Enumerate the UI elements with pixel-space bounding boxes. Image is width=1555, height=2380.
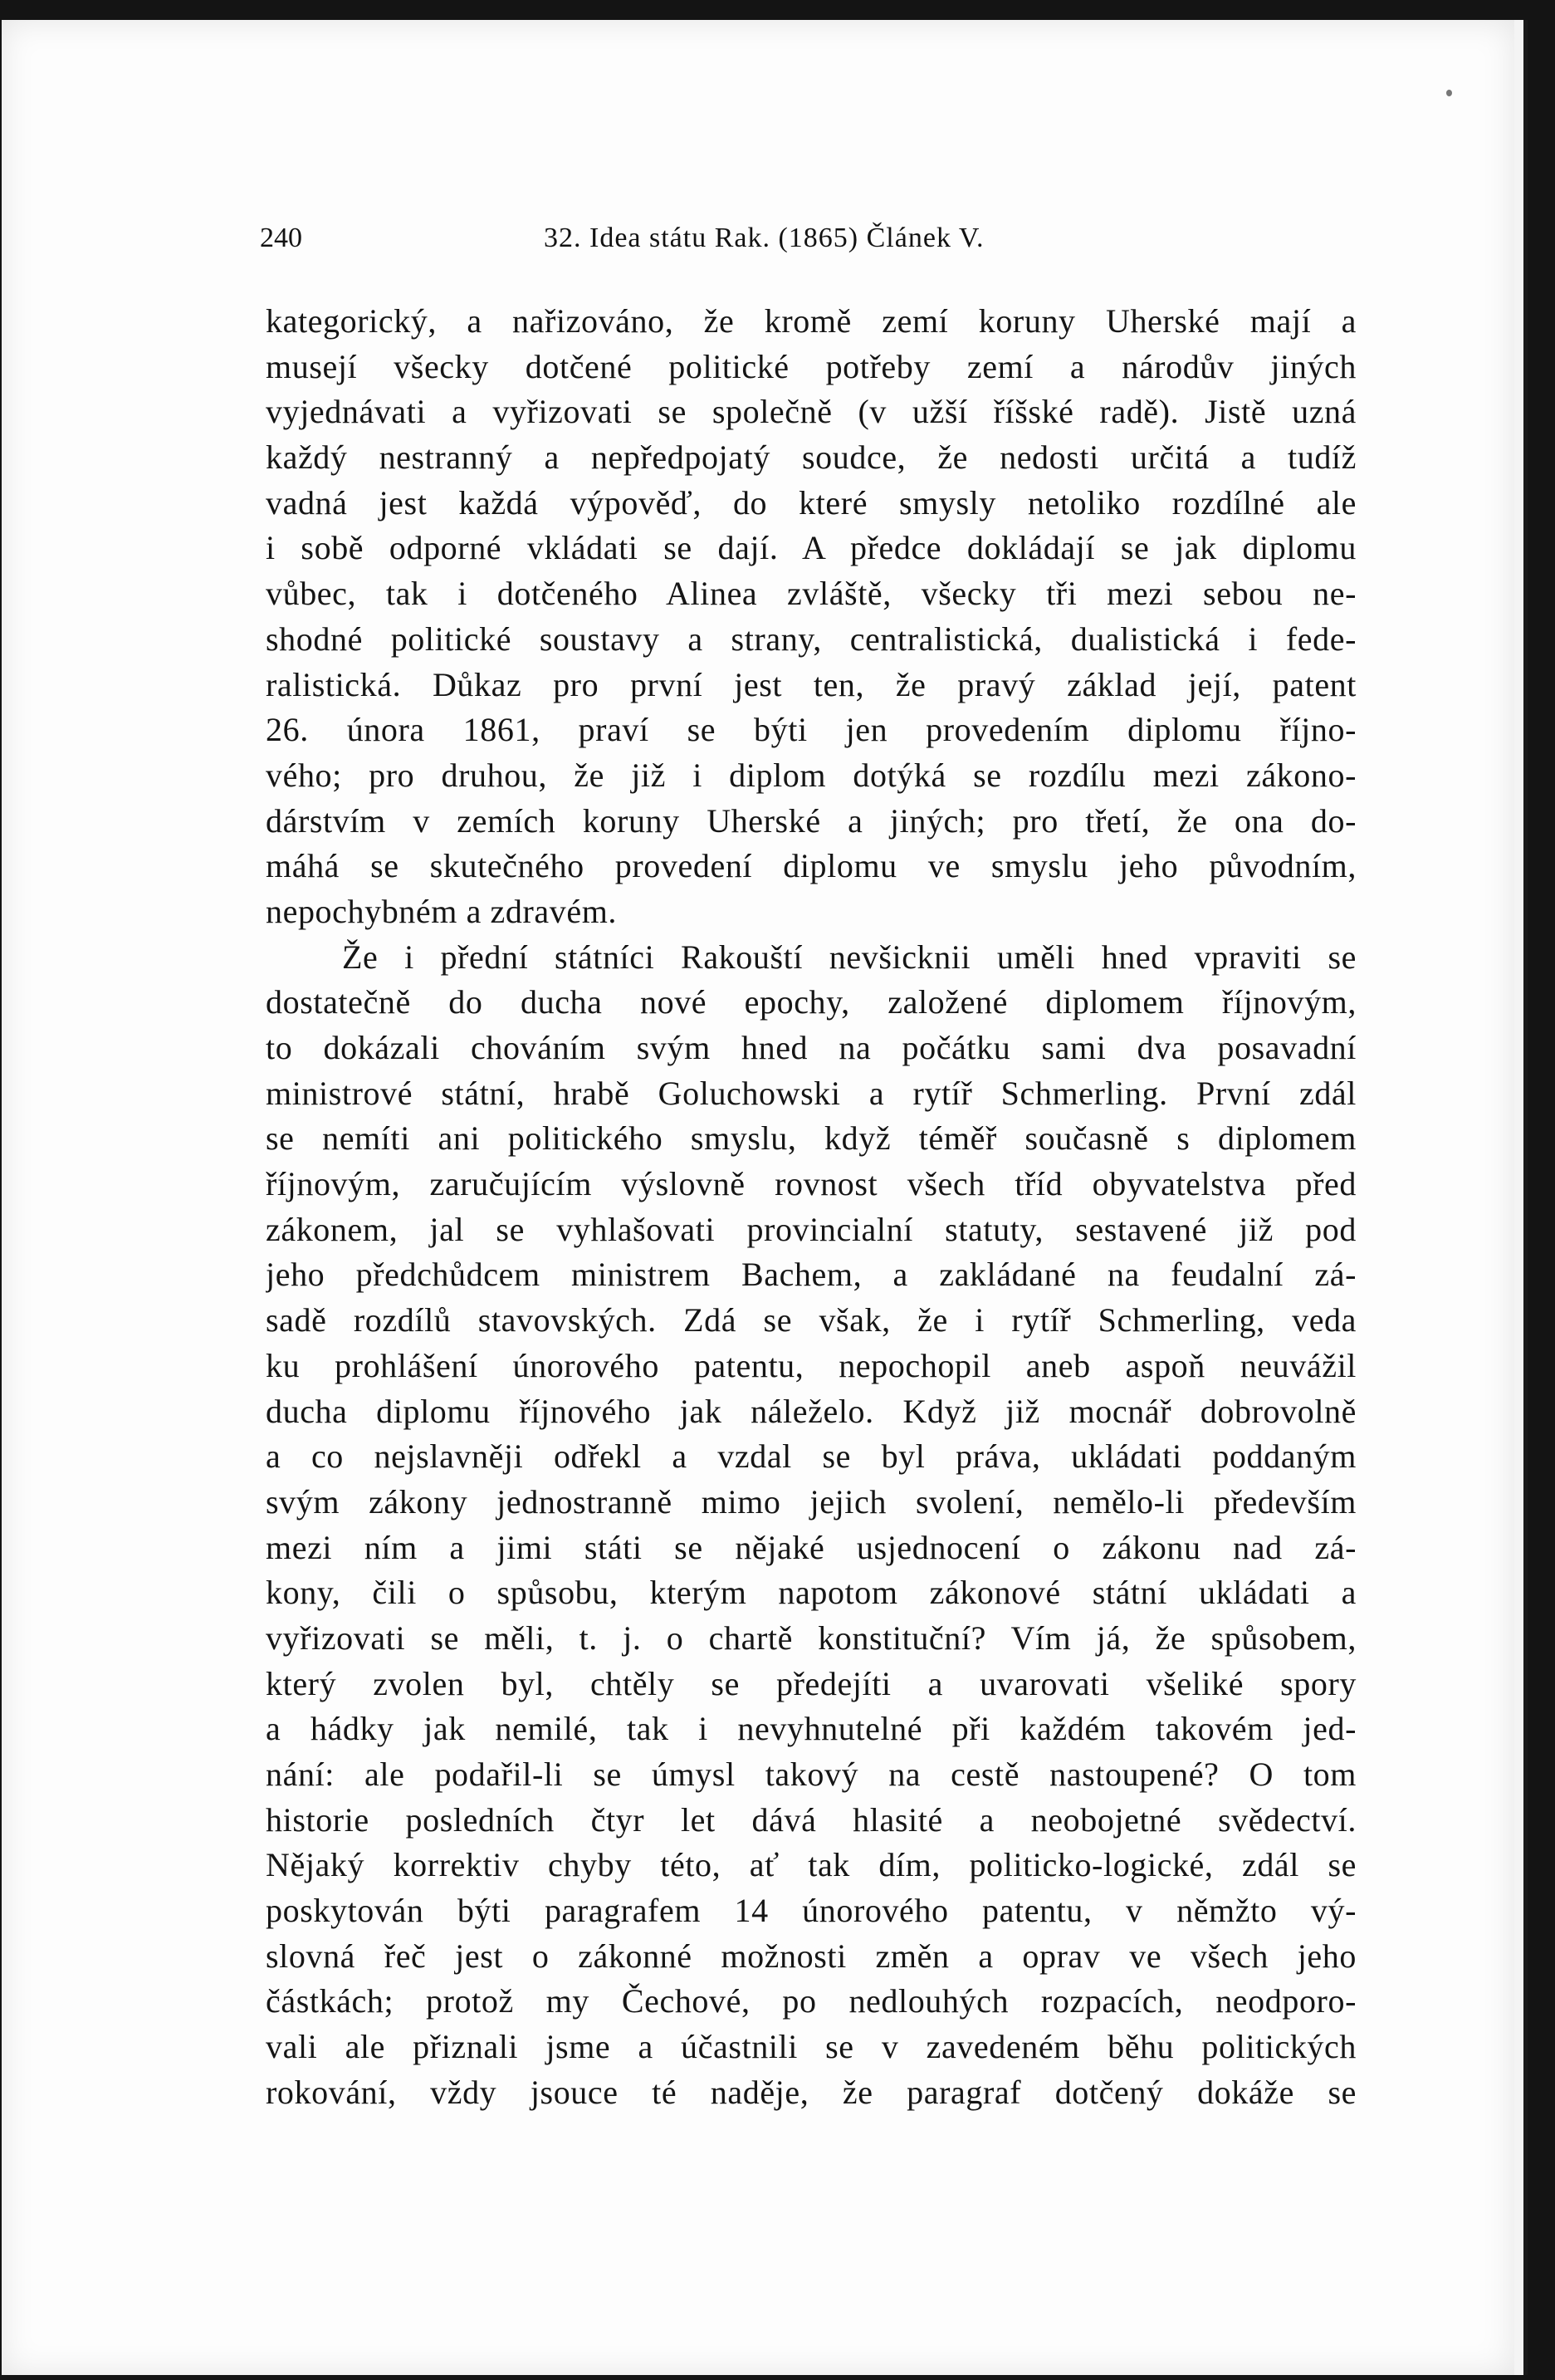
page-edge-shadow [1523, 20, 1528, 2375]
text-line: částkách; protož my Čechové, po nedlouhých rozpacích, neodporo- [266, 1982, 1357, 2020]
text-line: vyřizovati se měli, t. j. o chartě konstituční? Vím já, že spůsobem, [266, 1618, 1357, 1657]
text-line: vali ale přiznali jsme a účastnili se v zavedeném běhu politických [266, 2028, 1357, 2066]
text-line: ministrové státní, hrabě Goluchowski a rytíř Schmerling. První zdál [266, 1074, 1357, 1112]
body-text [266, 299, 1357, 2116]
text-line: vého; pro druhou, že již i diplom dotýká se rozdílu mezi zákono- [266, 756, 1357, 794]
text-line: sadě rozdílů stavovských. Zdá se však, že i rytíř Schmerling, veda [266, 1301, 1357, 1339]
text-line: a co nejslavněji odřekl a vzdal se byl práva, ukládati poddaným [266, 1437, 1357, 1476]
text-line: zákonem, jal se vyhlašovati provincialní statuty, sestavené již pod [266, 1210, 1357, 1248]
text-line: vyjednávati a vyřizovati se společně (v užší říšské radě). Jistě uzná [266, 393, 1357, 431]
paper-speck [1446, 90, 1452, 96]
text-line: nepochybném a zdravém. [266, 892, 618, 930]
text-line: který zvolen byl, chtěly se předejíti a uvarovati všeliké spory [266, 1664, 1357, 1702]
page-number: 240 [260, 223, 302, 253]
text-line: nání: ale podařil-li se úmysl takový na cestě nastoupené? O tom [266, 1756, 1357, 1793]
text-line: dárstvím v zemích koruny Uherské a jiných; pro třetí, že ona do- [266, 801, 1357, 840]
text-line: historie posledních čtyr let dává hlasité a neobojetné svědectví. [266, 1800, 1357, 1839]
running-head: 32. Idea státu Rak. (1865) Článek V. [544, 223, 985, 253]
text-line: Že i přední státníci Rakouští nevšicknii uměli hned vpraviti se [342, 938, 1357, 976]
text-line: ralistická. Důkaz pro první jest ten, že pravý základ její, patent [266, 665, 1357, 703]
text-line: říjnovým, zaručujícím výslovně rovnost všech tříd obyvatelstva před [266, 1165, 1357, 1203]
text-line: to dokázali chováním svým hned na počátku sami dva posavadní [266, 1029, 1357, 1066]
text-line: jeho předchůdcem ministrem Bachem, a zakládané na feudalní zá- [266, 1256, 1357, 1294]
text-line: mezi ním a jimi státi se nějaké usjednocení o zákonu nad zá- [266, 1528, 1357, 1566]
text-line: rokování, vždy jsouce té naděje, že paragraf dotčený dokáže se [266, 2073, 1357, 2111]
text-line: musejí všecky dotčené politické potřeby zemí a národův jiných [266, 347, 1357, 385]
text-line: ku prohlášení únorového patentu, nepochopil aneb aspoň neuvážil [266, 1346, 1357, 1384]
text-line: kategorický, a nařizováno, že kromě zemí koruny Uherské mají a [266, 302, 1357, 340]
text-line: dostatečně do ducha nové epochy, založené diplomem říjnovým, [266, 983, 1357, 1021]
text-line: každý nestranný a nepředpojatý soudce, že nedosti určitá a tudíž [266, 438, 1357, 477]
page-header [260, 223, 1381, 264]
text-line: vůbec, tak i dotčeného Alinea zvláště, všecky tři mezi sebou ne- [266, 575, 1357, 613]
text-line: 26. února 1861, praví se býti jen provedením diplomu říjno- [266, 711, 1357, 749]
text-line: poskytován býti paragrafem 14 únorového patentu, v němžto vý- [266, 1892, 1357, 1930]
text-line: svým zákony jednostranně mimo jejich svolení, nemělo-li především [266, 1482, 1357, 1521]
text-line: a hádky jak nemilé, tak i nevyhnutelné při každém takovém jed- [266, 1710, 1357, 1748]
text-line: Nějaký korrektiv chyby této, ať tak dím, politicko-logické, zdál se [266, 1846, 1357, 1884]
text-line: slovná řeč jest o zákonné možnosti změn a oprav ve všech jeho [266, 1937, 1357, 1975]
text-line: shodné politické soustavy a strany, centralistická, dualistická i fede- [266, 619, 1357, 658]
text-line: se nemíti ani politického smyslu, když téměř současně s diplomem [266, 1119, 1357, 1158]
text-line: vadná jest každá výpověď, do které smysly netoliko rozdílné ale [266, 483, 1357, 522]
text-line: i sobě odporné vkládati se dají. A předce dokládají se jak diplomu [266, 529, 1357, 567]
text-line: ducha diplomu říjnového jak náleželo. Když již mocnář dobrovolně [266, 1392, 1357, 1430]
text-line: kony, čili o spůsobu, kterým napotom zákonové státní ukládati a [266, 1574, 1357, 1612]
text-line: máhá se skutečného provedení diplomu ve smyslu jeho původním, [266, 847, 1357, 885]
